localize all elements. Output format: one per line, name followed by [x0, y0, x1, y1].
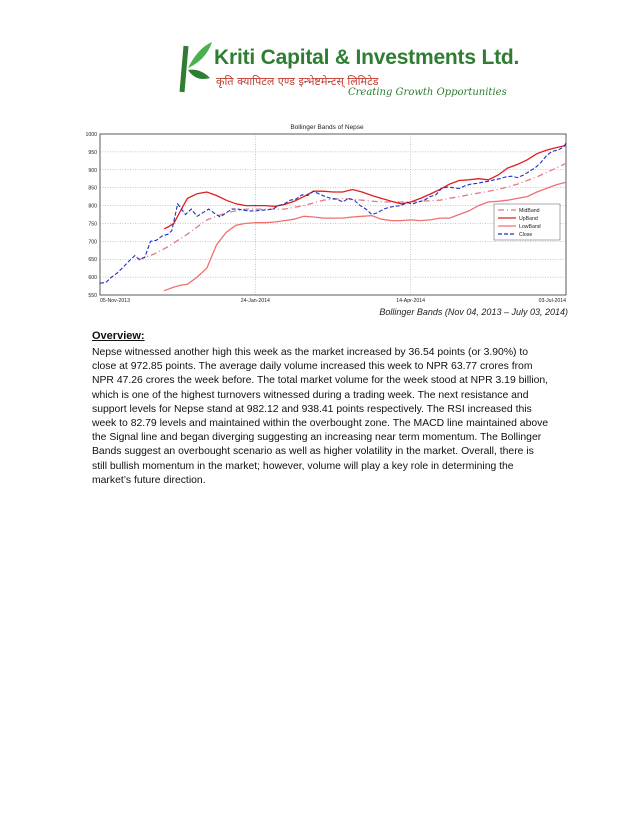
chart-legend — [494, 204, 560, 240]
logo-tagline: Creating Growth Opportunities — [348, 87, 507, 98]
y-tick-label: 900 — [88, 167, 97, 174]
chart-svg — [82, 118, 572, 306]
overview-heading: Overview: — [92, 330, 145, 342]
x-tick-label: 03-Jul-2014 — [538, 298, 566, 304]
chart-caption: Bollinger Bands (Nov 04, 2013 – July 03, 2014) — [379, 307, 568, 317]
legend-entry: LowBand — [519, 224, 541, 230]
y-ticks — [85, 132, 97, 299]
y-tick-label: 950 — [88, 149, 97, 156]
y-tick-label: 850 — [88, 185, 97, 192]
y-tick-label: 700 — [88, 239, 97, 246]
legend-entry: UpBand — [519, 216, 538, 222]
y-tick-label: 600 — [88, 275, 97, 282]
chart-title: Bollinger Bands of Nepse — [290, 124, 364, 131]
x-tick-label: 24-Jan-2014 — [240, 298, 270, 304]
y-tick-label: 800 — [88, 203, 97, 210]
y-tick-label: 650 — [88, 257, 97, 264]
logo-subtitle: कृति क्यापिटल एण्ड इन्भेष्टमेन्टस् लिमिटेड — [216, 75, 379, 88]
x-tick-label: 14-Apr-2014 — [396, 298, 426, 304]
logo-title: Kriti Capital & Investments Ltd. — [214, 46, 520, 69]
bollinger-chart — [82, 118, 572, 306]
x-tick-label: 05-Nov-2013 — [100, 298, 130, 304]
y-tick-label: 550 — [88, 293, 97, 299]
company-logo — [176, 38, 520, 104]
y-tick-label: 1000 — [85, 132, 97, 138]
legend-entry: MidBand — [519, 208, 540, 214]
x-ticks — [100, 298, 566, 304]
overview-paragraph: Nepse witnessed another high this week as the market increased by 36.54 points (or 3.90%) to close at 972.85 points. The average daily volume increased this week to NPR 63.77 crores from NPR 47.26 crores the week before. The total market volume for the week stood at NPR 3.19 billion, which is one of the highest turnovers witnessed during a trading week. The next resistance and support levels for Nepse stand at 982.12 and 938.41 points respectively. The RSI increased this week to 82.79 levels and maintained within the overbought zone. The MACD line maintained above the Signal line and began diverging suggesting an increasing near term momentum. The Bollinger Bands suggest an overbought scenario as well as higher volatility in the market. Overall, there is still bullish momentum in the market; however, volume will play a key role in determining the market’s future direction. — [92, 347, 549, 486]
legend-entry: Close — [519, 232, 533, 238]
y-tick-label: 750 — [88, 221, 97, 228]
leaf-logo-icon — [176, 38, 216, 94]
